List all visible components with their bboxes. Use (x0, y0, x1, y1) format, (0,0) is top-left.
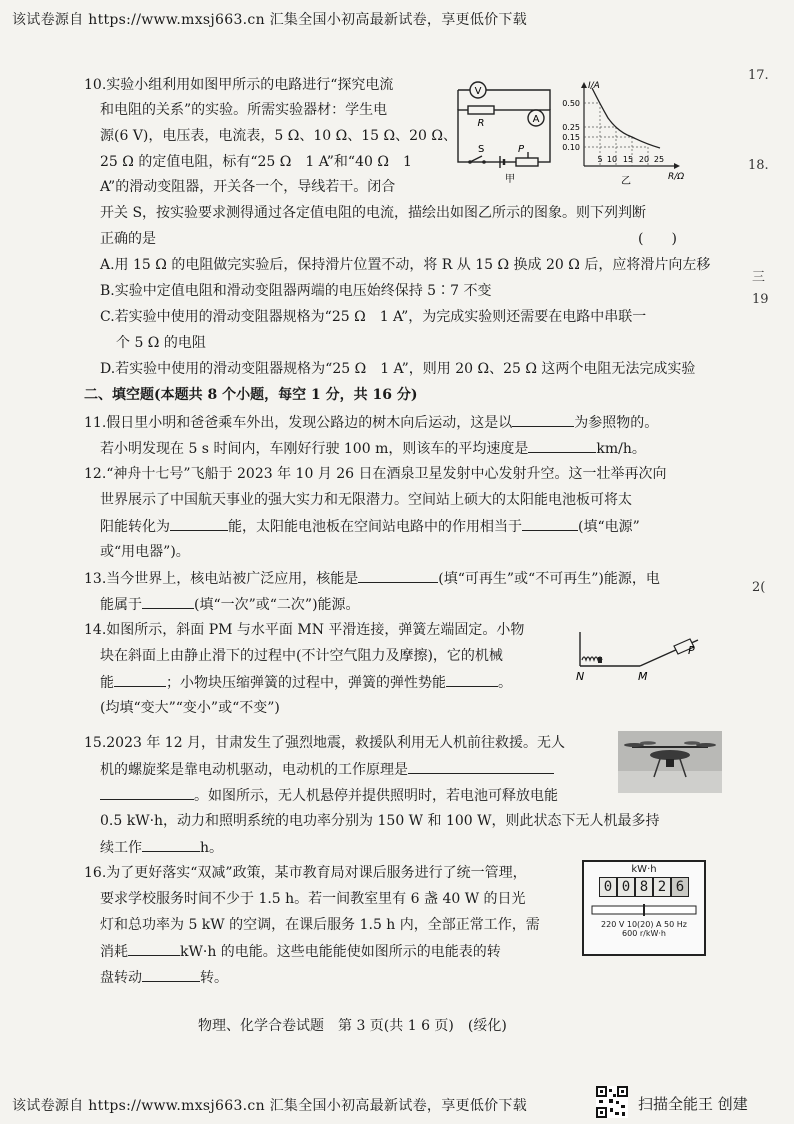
q13-text: 13.当今世界上，核电站被广泛应用，核能是 (84, 571, 359, 587)
page-footer: 物理、化学合卷试题 第 3 页(共 1 6 页) (绥化) (198, 1018, 507, 1034)
q14-text: ；小物块压缩弹簧的过程中，弹簧的弹性势能 (166, 675, 446, 691)
meter-digits (584, 877, 704, 897)
q10-option-c: 个 5 Ω 的电阻 (116, 335, 206, 351)
q16-text: kW·h 的电能。这些电能能使如图所示的电能表的转 (180, 944, 501, 960)
q15-line: 0.5 kW·h，动力和照明系统的电功率分别为 150 W 和 100 W，则此状态下无人机最多持 (100, 813, 660, 829)
q12-line: 或“用电器”)。 (100, 544, 190, 560)
x-tick: 5 (597, 155, 603, 164)
q16-text: 转。 (200, 970, 228, 986)
answer-blank[interactable] (446, 672, 498, 687)
section-title: 二、填空题(本题共 8 个小题，每空 1 分，共 16 分) (84, 387, 418, 403)
meter-digit: 6 (671, 877, 689, 897)
y-tick: 0.50 (562, 99, 580, 108)
q12-line: 世界展示了中国航天事业的强大实力和无限潜力。空间站上硕大的太阳能电池板可将太 (100, 492, 632, 508)
margin-number: 19 (752, 292, 769, 307)
y-tick: 0.10 (562, 143, 580, 152)
q16-line: 要求学校服务时间不少于 1.5 h。若一间教室里有 6 盏 40 W 的日光 (100, 891, 526, 907)
q12-text: 能，太阳能电池板在空间站电路中的作用相当于 (228, 519, 522, 535)
q12-text: 阳能转化为 (100, 519, 170, 535)
margin-number: 三 (752, 270, 766, 285)
figure-caption-jia: 甲 (505, 174, 515, 185)
drone-photo (618, 731, 722, 793)
slider-label: P (518, 144, 525, 155)
electric-meter (582, 860, 706, 956)
q13-line (100, 594, 360, 615)
q16-text: 消耗 (100, 944, 128, 960)
q16-line (100, 967, 228, 988)
q10-line: 源(6 V)，电压表，电流表，5 Ω、10 Ω、15 Ω、20 Ω、 (100, 128, 457, 144)
q10-line: A”的滑动变阻器，开关各一个，导线若干。闭合 (100, 179, 396, 195)
q16-text: 盘转动 (100, 970, 142, 986)
q15-text: 。如图所示，无人机悬停并提供照明时，若电池可释放电能 (194, 788, 558, 804)
q14-line: 块在斜面上由静止滑下的过程中(不计空气阻力及摩擦)，它的机械 (100, 648, 503, 664)
answer-blank[interactable] (522, 516, 578, 531)
q10-option-a: A.用 15 Ω 的电阻做完实验后，保持滑片位置不动，将 R 从 15 Ω 换成 20 Ω 后，应将滑片向左移 (100, 257, 711, 273)
q15-text: 机的螺旋桨是靠电动机驱动，电动机的工作原理是 (100, 762, 408, 778)
margin-number: 17. (748, 68, 769, 83)
resistor-label: R (477, 118, 485, 129)
x-tick: 15 (622, 155, 634, 164)
y-tick: 0.15 (562, 133, 580, 142)
scanner-watermark: 扫描全能王 创建 (638, 1095, 748, 1113)
point-n-label: N (576, 670, 585, 683)
q15-line: 15.2023 年 12 月，甘肃发生了强烈地震，救援队利用无人机前往救援。无人 (84, 735, 566, 751)
q14-text: 。 (498, 675, 512, 691)
q10-line: 正确的是 (100, 231, 156, 247)
answer-blank[interactable] (170, 516, 228, 531)
q13-line (84, 568, 660, 589)
answer-blank[interactable] (100, 785, 194, 800)
x-axis-label: R/Ω (668, 172, 685, 182)
incline-spring-diagram (570, 626, 705, 684)
answer-paren: ( ) (638, 231, 677, 247)
circuit-diagram (448, 76, 573, 186)
meter-unit: kW·h (631, 864, 657, 875)
switch-label: S (478, 144, 485, 155)
q11-line (84, 412, 658, 433)
figure-caption-yi: 乙 (621, 176, 631, 186)
answer-blank[interactable] (408, 759, 554, 774)
q10-line: 10.实验小组利用如图甲所示的电路进行“探究电流 (84, 77, 394, 93)
q15-text: 续工作 (100, 840, 142, 856)
answer-blank[interactable] (128, 941, 180, 956)
top-banner: 该试卷源自 https://www.mxsj663.cn 汇集全国小初高最新试卷，享更低价下载 (12, 12, 528, 28)
answer-blank[interactable] (358, 568, 438, 583)
ammeter-label: A (532, 114, 540, 125)
y-axis-label: I/A (588, 81, 600, 91)
q10-line: 25 Ω 的定值电阻，标有“25 Ω 1 A”和“40 Ω 1 (100, 154, 412, 170)
qr-code-icon (596, 1086, 628, 1118)
point-m-label: M (638, 670, 648, 683)
q13-text: (填“可再生”或“不可再生”)能源，电 (438, 571, 660, 587)
q12-line (100, 516, 640, 537)
q15-line (100, 837, 223, 858)
q16-line (100, 941, 501, 962)
answer-blank[interactable] (528, 438, 596, 453)
q14-line (100, 672, 512, 693)
x-tick: 20 (638, 155, 650, 164)
q11-text: 若小明发现在 5 s 时间内，车刚好行驶 100 m，则该车的平均速度是 (100, 441, 529, 457)
q15-line (100, 785, 558, 806)
meter-disc-window (586, 901, 702, 919)
q10-option-c: C.若实验中使用的滑动变阻器规格为“25 Ω 1 A”，为完成实验则还需要在电路中串联一 (100, 309, 647, 325)
point-p-label: P (688, 644, 695, 657)
answer-blank[interactable] (142, 594, 194, 609)
answer-blank[interactable] (114, 672, 166, 687)
meter-digit: 2 (653, 877, 671, 897)
q10-option-d: D.若实验中使用的滑动变阻器规格为“25 Ω 1 A”，则用 20 Ω、25 Ω 这两个电阻无法完成实验 (100, 361, 696, 377)
meter-digit: 0 (617, 877, 635, 897)
margin-number: 2( (752, 580, 766, 595)
y-tick: 0.25 (562, 123, 580, 132)
q11-text: 为参照物的。 (574, 415, 659, 431)
answer-blank[interactable] (142, 837, 200, 852)
meter-digit: 8 (635, 877, 653, 897)
q12-line: 12.“神舟十七号”飞船于 2023 年 10 月 26 日在酒泉卫星发射中心发射升空。这一壮举再次向 (84, 466, 667, 482)
q10-line: 和电阻的关系”的实验。所需实验器材：学生电 (100, 102, 388, 118)
meter-digit: 0 (599, 877, 617, 897)
q15-line (100, 759, 554, 780)
x-tick: 25 (653, 155, 665, 164)
q16-line: 灯和总功率为 5 kW 的空调，在课后服务 1.5 h 内，全部正常工作，需 (100, 917, 540, 933)
q14-line: 14.如图所示，斜面 PM 与水平面 MN 平滑连接，弹簧左端固定。小物 (84, 622, 525, 638)
q13-text: 能属于 (100, 597, 142, 613)
q11-text: km/h。 (596, 441, 646, 457)
bottom-banner: 该试卷源自 https://www.mxsj663.cn 汇集全国小初高最新试卷，享更低价下载 (12, 1098, 528, 1114)
q15-text: h。 (200, 840, 224, 856)
q10-option-b: B.实验中定值电阻和滑动变阻器两端的电压始终保持 5∶7 不变 (100, 283, 492, 299)
current-resistance-graph (556, 74, 706, 186)
margin-number: 18. (748, 158, 769, 173)
q11-text: 11.假日里小明和爸爸乘车外出，发现公路边的树木向后运动，这是以 (84, 415, 513, 431)
q11-line (100, 438, 646, 459)
answer-blank[interactable] (142, 967, 200, 982)
q13-text: (填“一次”或“二次”)能源。 (194, 597, 360, 613)
q14-line: (均填“变大”“变小”或“不变”) (100, 700, 280, 716)
x-tick: 10 (606, 155, 618, 164)
q14-text: 能 (100, 675, 114, 691)
answer-blank[interactable] (512, 412, 574, 427)
q16-line: 16.为了更好落实“双减”政策，某市教育局对课后服务进行了统一管理， (84, 865, 527, 881)
voltmeter-label: V (474, 86, 482, 97)
meter-spec: 220 V 10(20) A 50 Hz (601, 920, 687, 929)
meter-constant: 600 r/kW·h (622, 929, 666, 938)
q10-line: 开关 S，按实验要求测得通过各定值电阻的电流，描绘出如图乙所示的图象。则下列判断 (100, 205, 647, 221)
q12-text: (填“电源” (578, 519, 640, 535)
